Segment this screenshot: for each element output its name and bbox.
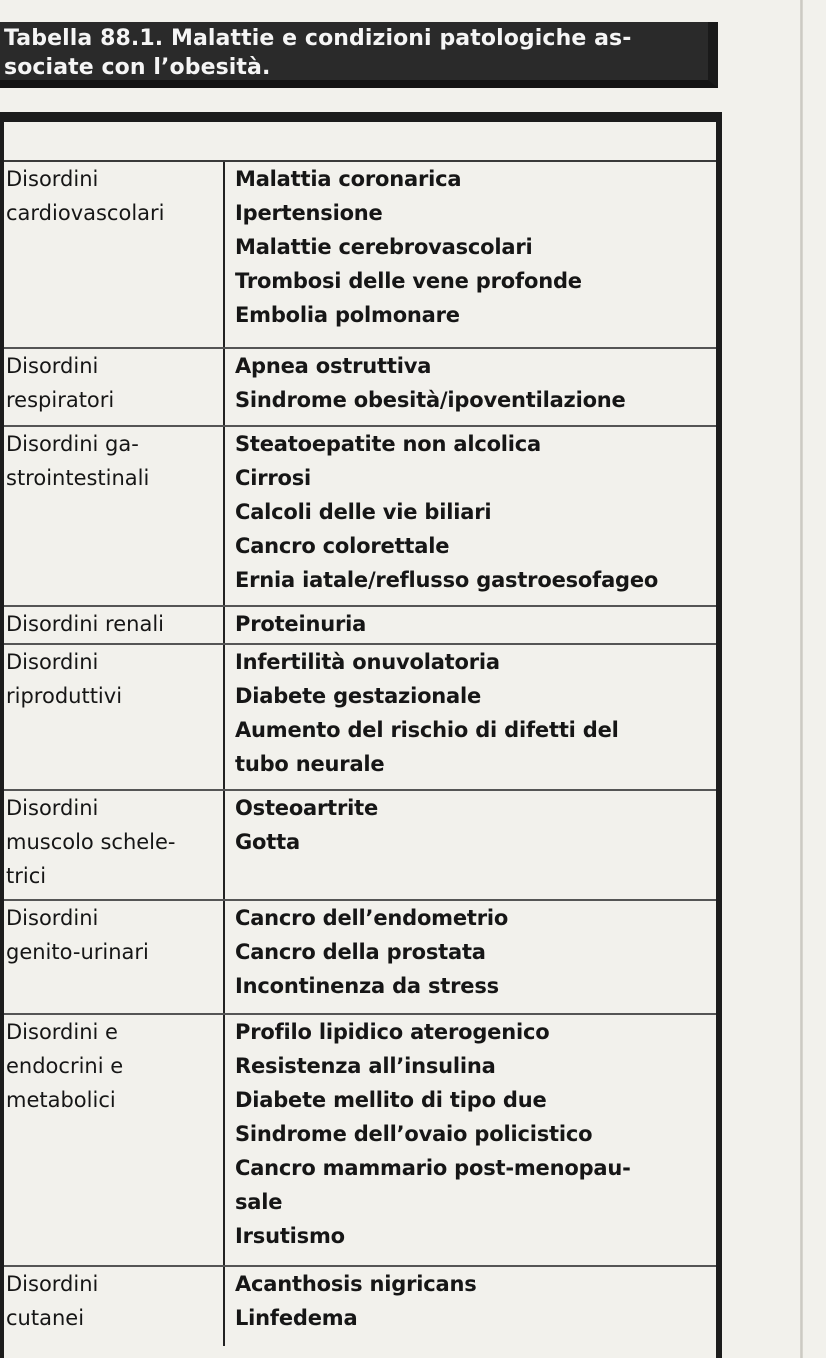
page-edge-line — [800, 0, 803, 1358]
category-line: endocrini e — [6, 1054, 124, 1078]
condition-item: Cancro mammario post-menopau- — [235, 1156, 631, 1180]
condition-item: Steatoepatite non alcolica — [235, 432, 542, 456]
condition-item: Cancro dell’endometrio — [235, 906, 509, 930]
diseases-table-frame — [0, 112, 722, 1358]
category-cell — [4, 606, 224, 644]
category-line: Disordini — [6, 650, 99, 674]
condition-item: Sindrome obesità/ipoventilazione — [235, 388, 626, 412]
condition-item: Cancro della prostata — [235, 940, 486, 964]
category-line: muscolo schele- — [6, 830, 176, 854]
category-cell — [4, 900, 224, 1014]
condition-item: sale — [235, 1190, 283, 1214]
conditions-cell — [224, 426, 716, 606]
condition-item: Trombosi delle vene profonde — [235, 269, 582, 293]
table-row — [4, 644, 716, 790]
table-row — [4, 162, 716, 348]
category-line: Disordini — [6, 796, 99, 820]
condition-item: Malattie cerebrovascolari — [235, 235, 533, 259]
condition-item: Cancro colorettale — [235, 534, 450, 558]
category-line: Disordini — [6, 906, 99, 930]
conditions-cell — [224, 900, 716, 1014]
category-line: Disordini ga- — [6, 432, 139, 456]
condition-item: Incontinenza da stress — [235, 974, 499, 998]
category-cell — [4, 348, 224, 426]
category-line: Disordini e — [6, 1020, 118, 1044]
condition-item: Gotta — [235, 830, 300, 854]
table-row — [4, 426, 716, 606]
table-row — [4, 1266, 716, 1346]
condition-item: Calcoli delle vie biliari — [235, 500, 492, 524]
condition-item: Cirrosi — [235, 466, 312, 490]
category-line: Disordini — [6, 354, 99, 378]
condition-item: Acanthosis nigricans — [235, 1272, 477, 1296]
category-line: cutanei — [6, 1306, 85, 1330]
category-line: respiratori — [6, 388, 115, 412]
table-row — [4, 606, 716, 644]
condition-item: Embolia polmonare — [235, 303, 460, 327]
conditions-cell — [224, 1266, 716, 1346]
category-cell — [4, 790, 224, 900]
category-cell — [4, 644, 224, 790]
conditions-cell — [224, 644, 716, 790]
condition-item: Diabete gestazionale — [235, 684, 482, 708]
conditions-cell — [224, 348, 716, 426]
condition-item: Linfedema — [235, 1306, 358, 1330]
category-cell — [4, 1266, 224, 1346]
condition-item: Profilo lipidico aterogenico — [235, 1020, 550, 1044]
category-line: genito-urinari — [6, 940, 149, 964]
condition-item: Ernia iatale/reflusso gastroesofageo — [235, 568, 659, 592]
table-title-line-1: Tabella 88.1. Malattie e condizioni patologiche as- — [4, 26, 632, 51]
condition-item: Resistenza all’insulina — [235, 1054, 496, 1078]
conditions-cell — [224, 1014, 716, 1266]
condition-item: Osteoartrite — [235, 796, 379, 820]
condition-item: Irsutismo — [235, 1224, 345, 1248]
category-line: strointestinali — [6, 466, 150, 490]
condition-item: Aumento del rischio di difetti del — [235, 718, 619, 742]
condition-item: Malattia coronarica — [235, 167, 462, 191]
table-row — [4, 790, 716, 900]
category-cell — [4, 162, 224, 348]
diseases-table — [4, 162, 716, 1346]
category-line: Disordini renali — [6, 612, 164, 636]
category-line: metabolici — [6, 1088, 116, 1112]
condition-item: tubo neurale — [235, 752, 385, 776]
category-line: Disordini — [6, 167, 99, 191]
conditions-cell — [224, 790, 716, 900]
conditions-cell — [224, 162, 716, 348]
table-row — [4, 1014, 716, 1266]
category-line: riproduttivi — [6, 684, 123, 708]
table-row — [4, 348, 716, 426]
category-line: Disordini — [6, 1272, 99, 1296]
table-title-banner — [0, 22, 718, 88]
condition-item: Proteinuria — [235, 612, 367, 636]
category-cell — [4, 426, 224, 606]
table-title-line-2: sociate con l’obesità. — [4, 55, 271, 80]
category-line: trici — [6, 864, 47, 888]
conditions-cell — [224, 606, 716, 644]
condition-item: Apnea ostruttiva — [235, 354, 432, 378]
condition-item: Diabete mellito di tipo due — [235, 1088, 547, 1112]
category-line: cardiovascolari — [6, 201, 165, 225]
table-row — [4, 900, 716, 1014]
condition-item: Infertilità onuvolatoria — [235, 650, 500, 674]
category-cell — [4, 1014, 224, 1266]
condition-item: Ipertensione — [235, 201, 383, 225]
table-header-strip — [4, 122, 716, 162]
condition-item: Sindrome dell’ovaio policistico — [235, 1122, 593, 1146]
